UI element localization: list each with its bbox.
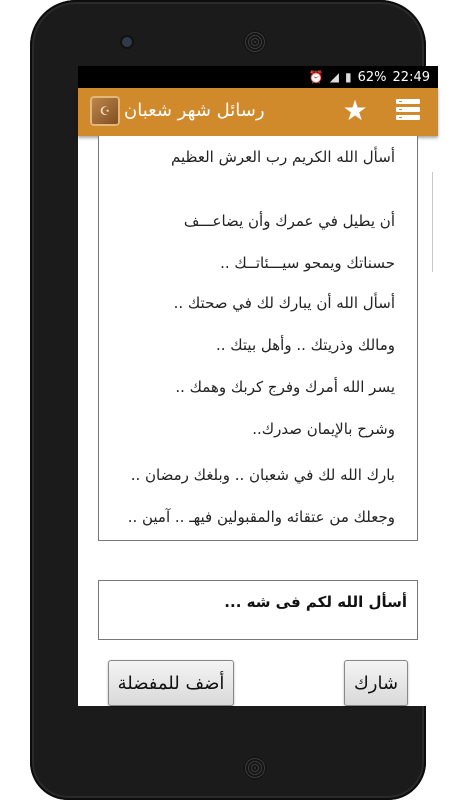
battery-icon: ▮ <box>345 70 352 84</box>
top-speaker <box>243 30 267 54</box>
app-logo-icon: ☪ <box>90 96 120 126</box>
add-to-favorites-button[interactable]: أضف للمفضلة <box>108 660 234 706</box>
message-text-box[interactable] <box>98 136 418 541</box>
battery-level: 62% <box>357 69 387 85</box>
message-input[interactable] <box>98 580 418 640</box>
message-line: حسناتك ويمحو سيـــئاتــك .. <box>220 254 395 272</box>
message-line: أن يطيل في عمرك وأن يضاعـــف <box>183 212 395 230</box>
message-line: وشرح بالإيمان صدرك.. <box>252 420 395 438</box>
clock: 22:49 <box>392 69 430 85</box>
app-bar <box>78 88 438 136</box>
share-button[interactable]: شارك <box>344 660 408 706</box>
list-menu-icon[interactable] <box>396 99 420 123</box>
message-line: ومالك وذريتك .. وأهل بيتك .. <box>215 336 395 354</box>
message-input-value: أسأل الله لكم فى شه ... <box>224 593 407 611</box>
alarm-icon: ⏰ <box>308 70 324 84</box>
message-line: يسر الله أمرك وفرج كربك وهمك .. <box>175 378 395 396</box>
scroll-indicator <box>432 172 439 272</box>
message-line: أسأل الله الكريم رب العرش العظيم <box>171 148 395 166</box>
front-camera <box>122 37 132 47</box>
app-title: رسائل شهر شعبان <box>124 100 265 121</box>
status-bar <box>78 66 438 88</box>
bottom-speaker <box>243 756 267 780</box>
phone-frame <box>30 0 430 800</box>
star-icon[interactable]: ★ <box>342 94 368 127</box>
signal-icon: ◢ <box>329 70 340 84</box>
message-line: بارك الله لك في شعبان .. وبلغك رمضان .. <box>130 466 395 484</box>
message-line: وجعلك من عتقائه والمقبولين فيهـ .. آمين .. <box>127 508 395 526</box>
message-line: أسأل الله أن يبارك لك في صحتك .. <box>173 294 395 312</box>
screen <box>78 66 438 706</box>
